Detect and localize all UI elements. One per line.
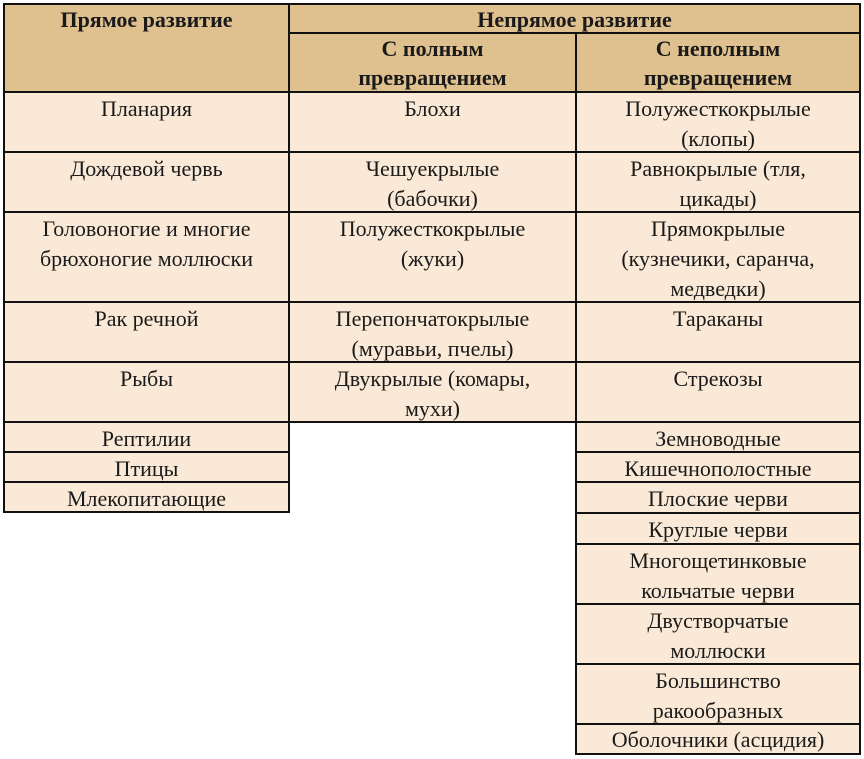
incomplete-cell xyxy=(576,422,860,452)
incomplete-cell-text: Кишечнополостные xyxy=(624,456,812,481)
incomplete-cell-text: Круглые черви xyxy=(648,517,788,542)
grid-line xyxy=(3,3,5,513)
header-incomplete-label: С неполным превращением xyxy=(643,36,793,90)
incomplete-cell-text: Земноводные xyxy=(655,426,781,451)
grid-line xyxy=(575,32,577,755)
direct-cell-text: Дождевой червь xyxy=(70,156,223,181)
header-indirect-development xyxy=(289,4,860,33)
complete-cell-text: Чешуекрылые (бабочки) xyxy=(365,156,500,211)
header-complete-metamorphosis xyxy=(289,33,576,92)
incomplete-cell-text: Оболочники (асцидия) xyxy=(611,727,825,752)
grid-line xyxy=(3,3,861,5)
incomplete-cell xyxy=(576,544,860,604)
grid-line xyxy=(575,753,861,755)
grid-line xyxy=(575,663,861,665)
direct-cell-text: Головоногие и многие брюхоногие моллюски xyxy=(39,216,254,271)
incomplete-cell xyxy=(576,513,860,544)
grid-line xyxy=(3,451,290,453)
direct-cell-text: Рептилии xyxy=(101,426,192,451)
complete-cell xyxy=(289,212,576,302)
header-incomplete-metamorphosis xyxy=(576,33,860,92)
incomplete-cell xyxy=(576,302,860,362)
complete-cell-text: Двукрылые (комары, мухи) xyxy=(334,366,531,421)
incomplete-cell-text: Прямокрылые (кузнечики, саранча, медведки) xyxy=(621,216,815,301)
grid-line xyxy=(3,301,861,303)
incomplete-cell xyxy=(576,452,860,482)
header-indirect-label: Непрямое развитие xyxy=(477,7,672,32)
incomplete-cell xyxy=(576,724,860,754)
complete-cell xyxy=(289,302,576,362)
incomplete-cell xyxy=(576,92,860,152)
direct-cell xyxy=(4,482,289,512)
direct-cell-text: Планария xyxy=(100,96,193,121)
incomplete-cell xyxy=(576,212,860,302)
direct-cell xyxy=(4,302,289,362)
complete-cell-text: Перепончатокрылые (муравьи, пчелы) xyxy=(335,306,530,361)
direct-cell-text: Рак речной xyxy=(94,306,199,331)
incomplete-cell xyxy=(576,152,860,212)
incomplete-cell xyxy=(576,482,860,513)
complete-cell xyxy=(289,152,576,212)
incomplete-cell-text: Двустворчатые моллюски xyxy=(647,608,789,663)
incomplete-cell xyxy=(576,604,860,664)
grid-line xyxy=(575,512,861,514)
incomplete-cell-text: Плоские черви xyxy=(648,486,788,511)
header-direct-label: Прямое развитие xyxy=(60,7,233,32)
direct-cell-text: Млекопитающие xyxy=(67,486,226,511)
incomplete-cell-text: Большинство ракообразных xyxy=(652,668,784,723)
incomplete-cell xyxy=(576,664,860,724)
grid-line xyxy=(288,3,290,513)
direct-cell xyxy=(4,92,289,152)
grid-line xyxy=(3,481,290,483)
incomplete-cell-text: Равнокрылые (тля, цикады) xyxy=(630,156,806,211)
direct-cell xyxy=(4,452,289,482)
complete-cell-text: Полужесткокрылые (жуки) xyxy=(339,216,526,271)
grid-line xyxy=(575,723,861,725)
grid-line xyxy=(575,543,861,545)
grid-line xyxy=(3,511,290,513)
direct-cell-text: Птицы xyxy=(114,456,179,481)
grid-line xyxy=(575,481,861,483)
grid-line xyxy=(575,603,861,605)
grid-line xyxy=(3,361,861,363)
header-complete-label: С полным превращением xyxy=(358,36,507,90)
incomplete-cell-text: Многощетинковые кольчатые черви xyxy=(629,548,807,603)
incomplete-cell-text: Полужесткокрылые (клопы) xyxy=(625,96,811,151)
incomplete-cell xyxy=(576,362,860,422)
grid-line xyxy=(575,451,861,453)
direct-cell xyxy=(4,212,289,302)
complete-cell xyxy=(289,362,576,422)
grid-line xyxy=(288,32,861,34)
grid-line xyxy=(3,151,861,153)
direct-cell xyxy=(4,152,289,212)
complete-cell xyxy=(289,92,576,152)
direct-cell xyxy=(4,362,289,422)
direct-cell-text: Рыбы xyxy=(120,366,173,391)
grid-line xyxy=(3,421,861,423)
grid-line xyxy=(3,211,861,213)
incomplete-cell-text: Стрекозы xyxy=(673,366,763,391)
incomplete-cell-text: Тараканы xyxy=(672,306,764,331)
header-direct-development xyxy=(4,4,289,92)
complete-cell-text: Блохи xyxy=(404,96,461,121)
direct-cell xyxy=(4,422,289,452)
grid-line xyxy=(3,91,861,93)
grid-line xyxy=(859,3,861,755)
